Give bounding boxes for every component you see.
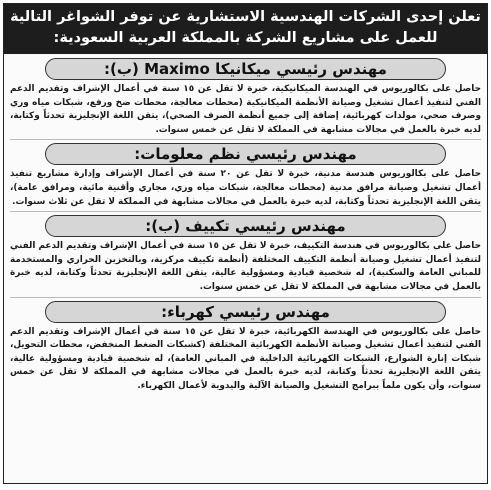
job-description-information-systems: حاصل على بكالوريوس هندسة مدنية، خبرة لا تقل عن ٢٠ سنة في أعمال الإشراف وإدارة مشاريع تنفيذ أعمال تشغيل وصيانة مرافق مدنية (محطات معالجة، شبكات مياه وري، مجاري وأقنية مائية، ومرافق عامة)، يتقن اللغة الإنجليزية تحدثاً وكتابة، لديه خبرة بالعمل في مجالات مشابهة في المملكة لا تقل عن ثلاث سنوات. [10, 168, 481, 212]
job-title-mechanical: مهندس رئيسي ميكانيكا Maximo (ب): [45, 58, 446, 80]
job-advertisement [3, 3, 488, 484]
job-title-hvac: مهندس رئيسي تكييف (ب): [45, 215, 446, 237]
header-line-2: للعمل على مشاريع الشركة بالمملكة العربية السعودية: [53, 30, 438, 46]
job-section-hvac [8, 215, 483, 297]
job-section-information-systems [8, 143, 483, 212]
ad-header [4, 4, 487, 54]
job-title-information-systems: مهندس رئيسي نظم معلومات: [45, 143, 446, 165]
job-description-hvac: حاصل على بكالوريوس في هندسة التكييف، خبرة لا تقل عن ١٥ سنة في أعمال الإشراف وتقديم الدعم الفني لتنفيذ أعمال تشغيل وصيانة أنظمة التكييف المختلفة (أنظمة تكييف مركزية، وبالتخزين الحراري والمستخدمة للمباني العامة والسكنية)، له شخصية قيادية ومسؤولية عالية، يتقن اللغة الإنجليزية تحدثاً وكتابة، لديه خبرة بالعمل في مجالات مشابهة في المملكة لا تقل عن خمس سنوات. [10, 240, 481, 297]
job-section-mechanical [8, 58, 483, 140]
job-description-electrical: حاصل على بكالوريوس في الهندسة الكهربائية، خبرة لا تقل عن ١٥ سنة في أعمال الإشراف وتقديم الدعم الفني لتنفيذ أعمال تشغيل وصيانة الأنظمة الكهربائية المختلفة (كشبكات الضغط المنخفض، محطات التحويل، شبكات إنارة الشوارع، الشبكات الكهربائية الداخلية في المباني العامة)، له شخصية قيادية ومسؤولية عالية، يتقن اللغة الإنجليزية تحدثاً وكتابة، لديه خبرة بالعمل في مجالات مشابهة في المملكة لا تقل عن خمس سنوات، وأن يكون ملماً ببرامج التشغيل والصيانة الآلية واليدوية لأعمال الكهرباء. [10, 326, 481, 391]
header-line-1: تعلن إحدى الشركات الهندسية الاستشارية عن توفر الشواغر التالية [10, 9, 481, 25]
job-title-electrical: مهندس رئيسي كهرباء: [45, 301, 446, 323]
job-description-mechanical: حاصل على بكالوريوس في الهندسة الميكانيكية، خبرة لا تقل عن ١٥ سنة في أعمال الإشراف وتقديم الدعم الفني لتنفيذ أعمال تشغيل وصيانة الأنظمة الميكانيكية (محطات معالجة، محطات ضخ ورفع، شبكات مياه وري وصرف صحي، مولدات كهربائية، إضافة إلى جميع أنظمة الصرف الصحي)، يتقن اللغة الإنجليزية تحدثاً وكتابة، لديه خبرة بالعمل في مجالات مشابهة في المملكة لا تقل عن خمس سنوات. [10, 83, 481, 140]
job-section-electrical [8, 301, 483, 396]
